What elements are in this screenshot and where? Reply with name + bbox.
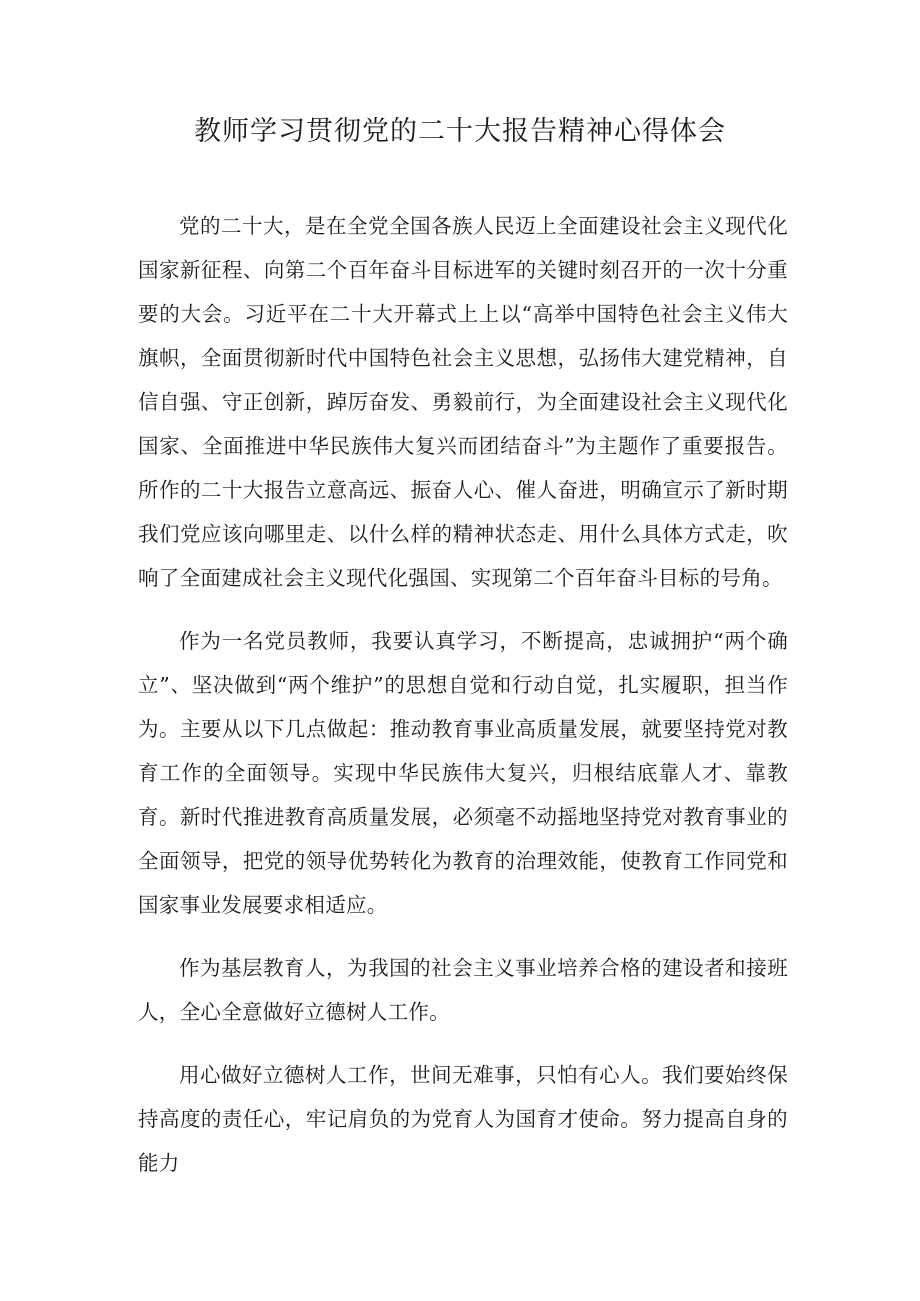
document-body bbox=[138, 204, 788, 1204]
paragraph-4: 用心做好立德树人工作，世间无难事，只怕有心人。我们要始终保持高度的责任心，牢记肩负的为党育人为国育才使命。努力提高自身的能力 bbox=[138, 1063, 788, 1175]
paragraph-1: 党的二十大，是在全党全国各族人民迈上全面建设社会主义现代化国家新征程、向第二个百年奋斗目标进军的关键时刻召开的一次十分重要的大会。习近平在二十大开幕式上上以“高举中国特色社会主义伟大旗帜，全面贯彻新时代中国特色社会主义思想，弘扬伟大建党精神，自信自强、守正创新，踔厉奋发、勇毅前行，为全面建设社会主义现代化国家、全面推进中华民族伟大复兴而团结奋斗”为主题作了重要报告。所作的二十大报告立意高远、振奋人心、催人奋进，明确宣示了新时期我们党应该向哪里走、以什么样的精神状态走、用什么具体方式走，吹响了全面建成社会主义现代化强国、实现第二个百年奋斗目标的号角。 bbox=[138, 214, 788, 590]
paragraph-3: 作为基层教育人，为我国的社会主义事业培养合格的建设者和接班人，全心全意做好立德树人工作。 bbox=[138, 956, 788, 1024]
paragraph-2: 作为一名党员教师，我要认真学习，不断提高，忠诚拥护“两个确立”、坚决做到“两个维护”的思想自觉和行动自觉，扎实履职，担当作为。主要从以下几点做起：推动教育事业高质量发展，就要坚持党对教育工作的全面领导。实现中华民族伟大复兴，归根结底靠人才、靠教育。新时代推进教育高质量发展，必须毫不动摇地坚持党对教育事业的全面领导，把党的领导优势转化为教育的治理效能，使教育工作同党和国家事业发展要求相适应。 bbox=[138, 629, 788, 917]
document-title: 教师学习贯彻党的二十大报告精神心得体会 bbox=[194, 116, 726, 147]
